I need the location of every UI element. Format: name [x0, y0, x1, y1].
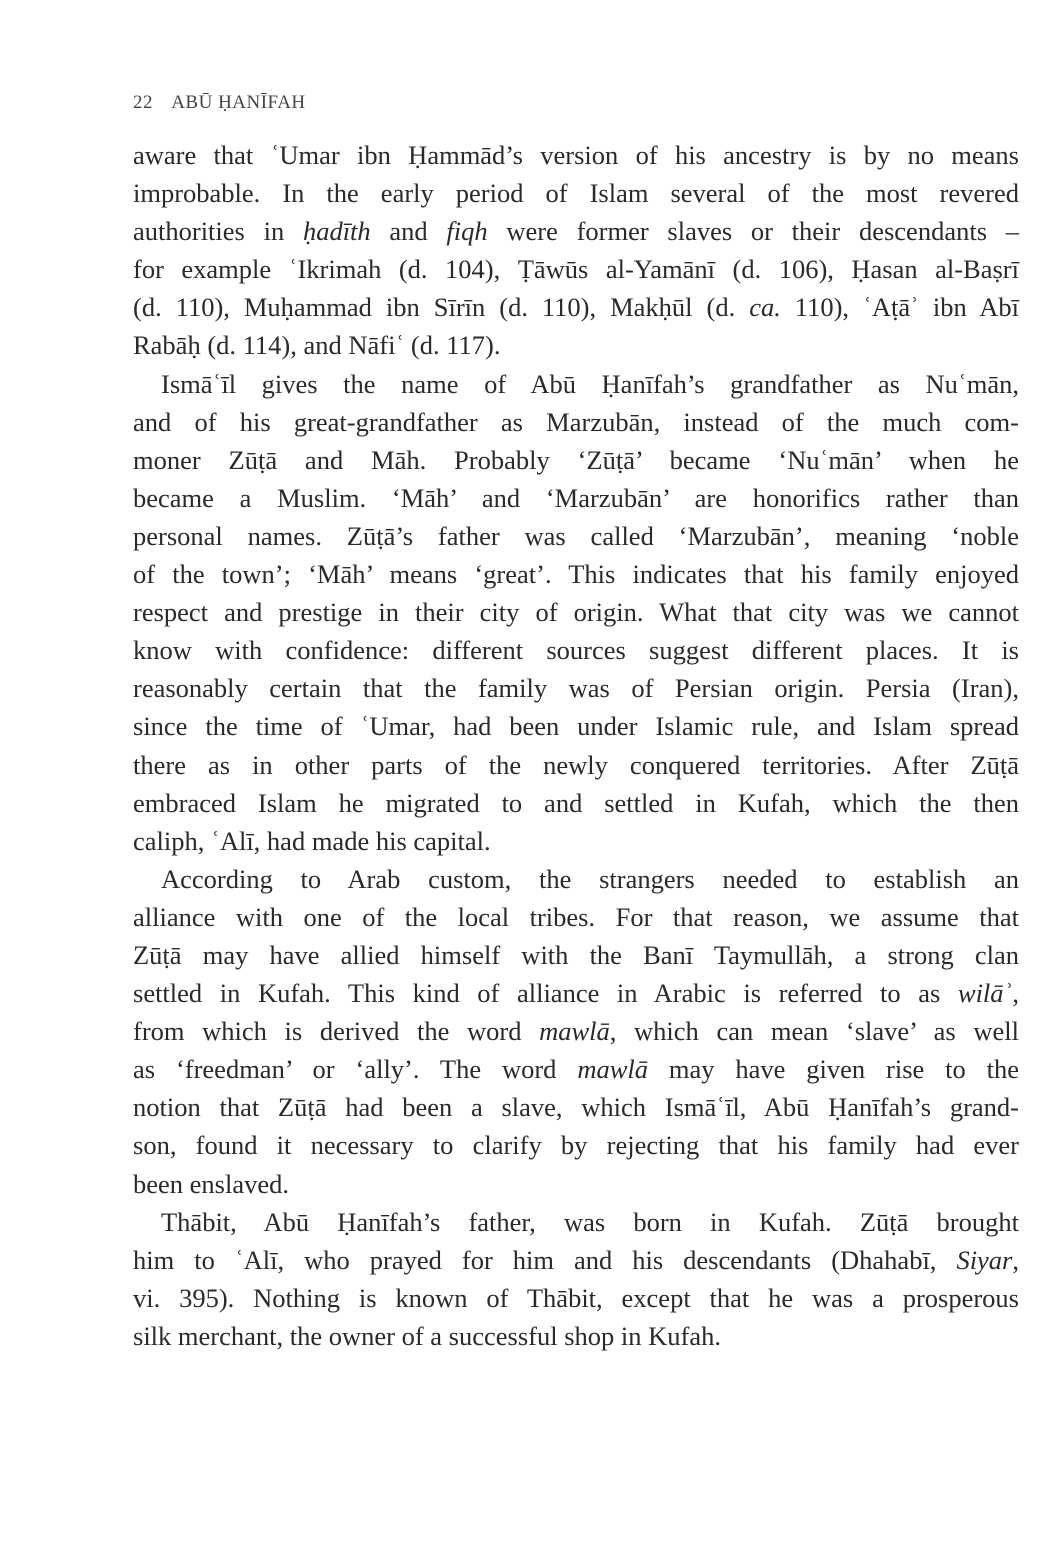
text-segment: respect and prestige in their city of origin. What that city was we cannot [133, 597, 1019, 628]
text-line [133, 403, 1019, 441]
text-line [133, 746, 1019, 784]
text-segment: from which is derived the word [133, 1016, 540, 1047]
text-line [133, 707, 1019, 745]
text-segment: improbable. In the early period of Islam several of the most revered [133, 178, 1019, 209]
text-segment: Ismāʿīl gives the name of Abū Ḥanīfah’s grandfather as Nuʿmān, [161, 368, 1019, 399]
italic-term: mawlā [577, 1054, 648, 1085]
paragraph [133, 1203, 1019, 1355]
text-line [133, 1317, 1019, 1355]
italic-term: mawlā [539, 1016, 610, 1047]
italic-term: wilāʾ [957, 978, 1013, 1009]
text-segment: reasonably certain that the family was of Persian origin. Persia (Iran), [133, 673, 1019, 704]
text-segment: notion that Zūṭā had been a slave, which Ismāʿīl, Abū Ḥanīfah’s grand- [133, 1092, 1019, 1123]
page-number: 22 [133, 92, 153, 113]
italic-term: ḥadīth [302, 216, 371, 247]
text-segment: According to Arab custom, the strangers needed to establish an [161, 863, 1019, 894]
text-line [133, 1050, 1019, 1088]
text-segment: there as in other parts of the newly conquered territories. After Zūṭā [133, 749, 1019, 780]
text-segment: and of his great-grandfather as Marzubān, instead of the much com- [133, 406, 1019, 437]
text-line [133, 441, 1019, 479]
text-segment: may have given rise to the [648, 1054, 1019, 1085]
text-line [133, 1241, 1019, 1279]
text-segment: moner Zūṭā and Māh. Probably ‘Zūṭā’ became ‘Nuʿmān’ when he [133, 444, 1019, 475]
text-line [133, 898, 1019, 936]
text-segment: been enslaved. [133, 1168, 289, 1199]
italic-term: fiqh [446, 216, 488, 247]
text-segment: became a Muslim. ‘Māh’ and ‘Marzubān’ are honorifics rather than [133, 482, 1019, 513]
text-line [133, 1012, 1019, 1050]
text-segment: silk merchant, the owner of a successful shop in Kufah. [133, 1320, 721, 1351]
running-head [133, 92, 306, 114]
text-segment: him to ʿAlī, who prayed for him and his descendants (Dhahabī, [133, 1244, 957, 1275]
body-text [133, 136, 1019, 1355]
text-segment: since the time of ʿUmar, had been under Islamic rule, and Islam spread [133, 711, 1019, 742]
text-segment: know with confidence: different sources suggest different places. It is [133, 635, 1019, 666]
text-line [133, 212, 1019, 250]
text-line [133, 1279, 1019, 1317]
text-line [133, 365, 1019, 403]
text-segment: caliph, ʿAlī, had made his capital. [133, 825, 491, 856]
italic-term: Siyar [956, 1244, 1013, 1275]
text-line [133, 1165, 1019, 1203]
text-line [133, 669, 1019, 707]
text-line [133, 326, 1019, 364]
text-line [133, 517, 1019, 555]
text-segment: Thābit, Abū Ḥanīfah’s father, was born in Kufah. Zūṭā brought [161, 1206, 1019, 1237]
text-line [133, 822, 1019, 860]
text-line [133, 1203, 1019, 1241]
text-segment: aware that ʿUmar ibn Ḥammād’s version of his ancestry is by no means [133, 140, 1019, 170]
text-segment: were former slaves or their descendants – [487, 216, 1019, 247]
text-line [133, 288, 1019, 326]
text-segment: son, found it necessary to clarify by rejecting that his family had ever [133, 1130, 1019, 1161]
text-line [133, 936, 1019, 974]
text-line [133, 593, 1019, 631]
text-line [133, 784, 1019, 822]
text-segment: alliance with one of the local tribes. For that reason, we assume that [133, 901, 1019, 932]
text-segment: (d. 110), Muḥammad ibn Sīrīn (d. 110), Makḥūl (d. [133, 292, 750, 323]
text-segment: of the town’; ‘Māh’ means ‘great’. This indicates that his family enjoyed [133, 559, 1019, 590]
paragraph [133, 860, 1019, 1203]
book-title: ABŪ ḤANĪFAH [171, 92, 306, 113]
text-line [133, 555, 1019, 593]
text-line [133, 631, 1019, 669]
text-line [133, 136, 1019, 174]
text-segment: and [370, 216, 447, 247]
text-segment: embraced Islam he migrated to and settled in Kufah, which the then [133, 787, 1019, 818]
text-segment: personal names. Zūṭā’s father was called ‘Marzubān’, meaning ‘noble [133, 520, 1019, 551]
paragraph [133, 136, 1019, 365]
italic-term: ca. [749, 292, 781, 323]
text-segment: , which can mean ‘slave’ as well [609, 1016, 1019, 1047]
text-segment: settled in Kufah. This kind of alliance in Arabic is referred to as [133, 978, 958, 1009]
text-segment: authorities in [133, 216, 303, 247]
text-line [133, 479, 1019, 517]
text-segment: as ‘freedman’ or ‘ally’. The word [133, 1054, 578, 1085]
text-line [133, 1088, 1019, 1126]
text-segment: , [1012, 978, 1019, 1009]
text-line [133, 250, 1019, 288]
text-line [133, 174, 1019, 212]
text-segment: vi. 395). Nothing is known of Thābit, except that he was a prosperous [133, 1282, 1019, 1313]
text-segment: 110), ʿAṭāʾ ibn Abī [780, 292, 1019, 323]
text-segment: Zūṭā may have allied himself with the Banī Taymullāh, a strong clan [133, 939, 1019, 970]
text-line [133, 1126, 1019, 1164]
text-line [133, 860, 1019, 898]
paragraph [133, 365, 1019, 860]
text-segment: , [1012, 1244, 1019, 1275]
text-segment: for example ʿIkrimah (d. 104), Ṭāwūs al-Yamānī (d. 106), Ḥasan al-Baṣrī [133, 254, 1019, 285]
text-line [133, 974, 1019, 1012]
text-segment: Rabāḥ (d. 114), and Nāfiʿ (d. 117). [133, 330, 501, 361]
